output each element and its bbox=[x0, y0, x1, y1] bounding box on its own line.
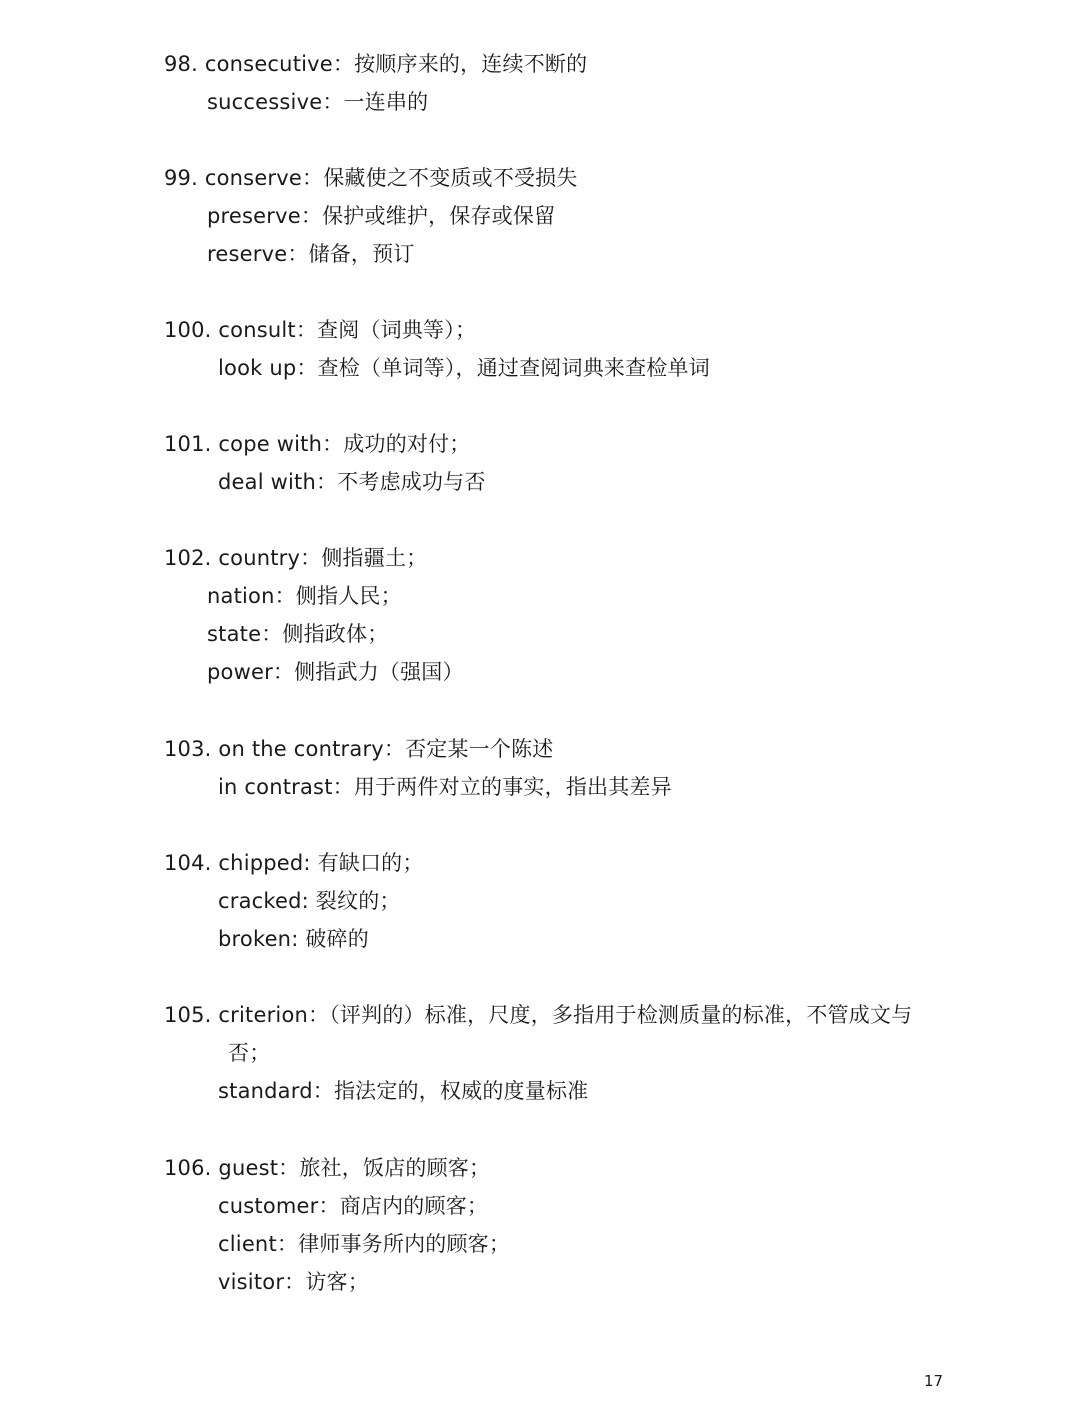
entry-104-sub-1: cracked: 裂纹的； bbox=[218, 889, 401, 913]
entry-103-sub-1: in contrast：用于两件对立的事实，指出其差异 bbox=[218, 775, 672, 799]
entry-106-sub-1: customer：商店内的顾客； bbox=[218, 1194, 489, 1218]
entry-102-sub-1: nation：侧指人民； bbox=[207, 584, 402, 608]
page-number: 17 bbox=[924, 1372, 944, 1390]
entry-102-sub-2: state：侧指政体； bbox=[207, 622, 389, 646]
entry-102-sub-3: power：侧指武力（强国） bbox=[207, 660, 464, 684]
entry-100-sub-1: look up：查检（单词等），通过查阅词典来查检单词 bbox=[218, 356, 710, 380]
entry-105-head: 105. criterion：（评判的）标准，尺度，多指用于检测质量的标准，不管成文与 bbox=[164, 1003, 913, 1027]
entry-106-head: 106. guest：旅社，饭店的顾客； bbox=[164, 1156, 491, 1180]
entry-106-sub-3: visitor：访客； bbox=[218, 1270, 369, 1294]
entry-106-sub-2: client：律师事务所内的顾客； bbox=[218, 1232, 511, 1256]
entry-104-sub-2: broken: 破碎的 bbox=[218, 927, 369, 951]
entry-98-head: 98. consecutive：按顺序来的，连续不断的 bbox=[164, 52, 588, 76]
entry-103-head: 103. on the contrary：否定某一个陈述 bbox=[164, 737, 554, 761]
entry-99-sub-2: reserve：储备，预订 bbox=[207, 242, 415, 266]
entry-100-head: 100. consult：查阅（词典等）； bbox=[164, 318, 477, 342]
entry-104-head: 104. chipped: 有缺口的； bbox=[164, 851, 424, 875]
entry-101-head: 101. cope with：成功的对付； bbox=[164, 432, 471, 456]
entry-99-sub-1: preserve：保护或维护，保存或保留 bbox=[207, 204, 556, 228]
entry-105-sub-1: standard：指法定的，权威的度量标准 bbox=[218, 1079, 589, 1103]
entry-105-head-continuation: 否； bbox=[228, 1041, 271, 1065]
entry-101-sub-1: deal with：不考虑成功与否 bbox=[218, 470, 486, 494]
entry-98-sub-1: successive：一连串的 bbox=[207, 90, 429, 114]
entry-102-head: 102. country：侧指疆土； bbox=[164, 546, 428, 570]
entry-99-head: 99. conserve：保藏使之不变质或不受损失 bbox=[164, 166, 578, 190]
